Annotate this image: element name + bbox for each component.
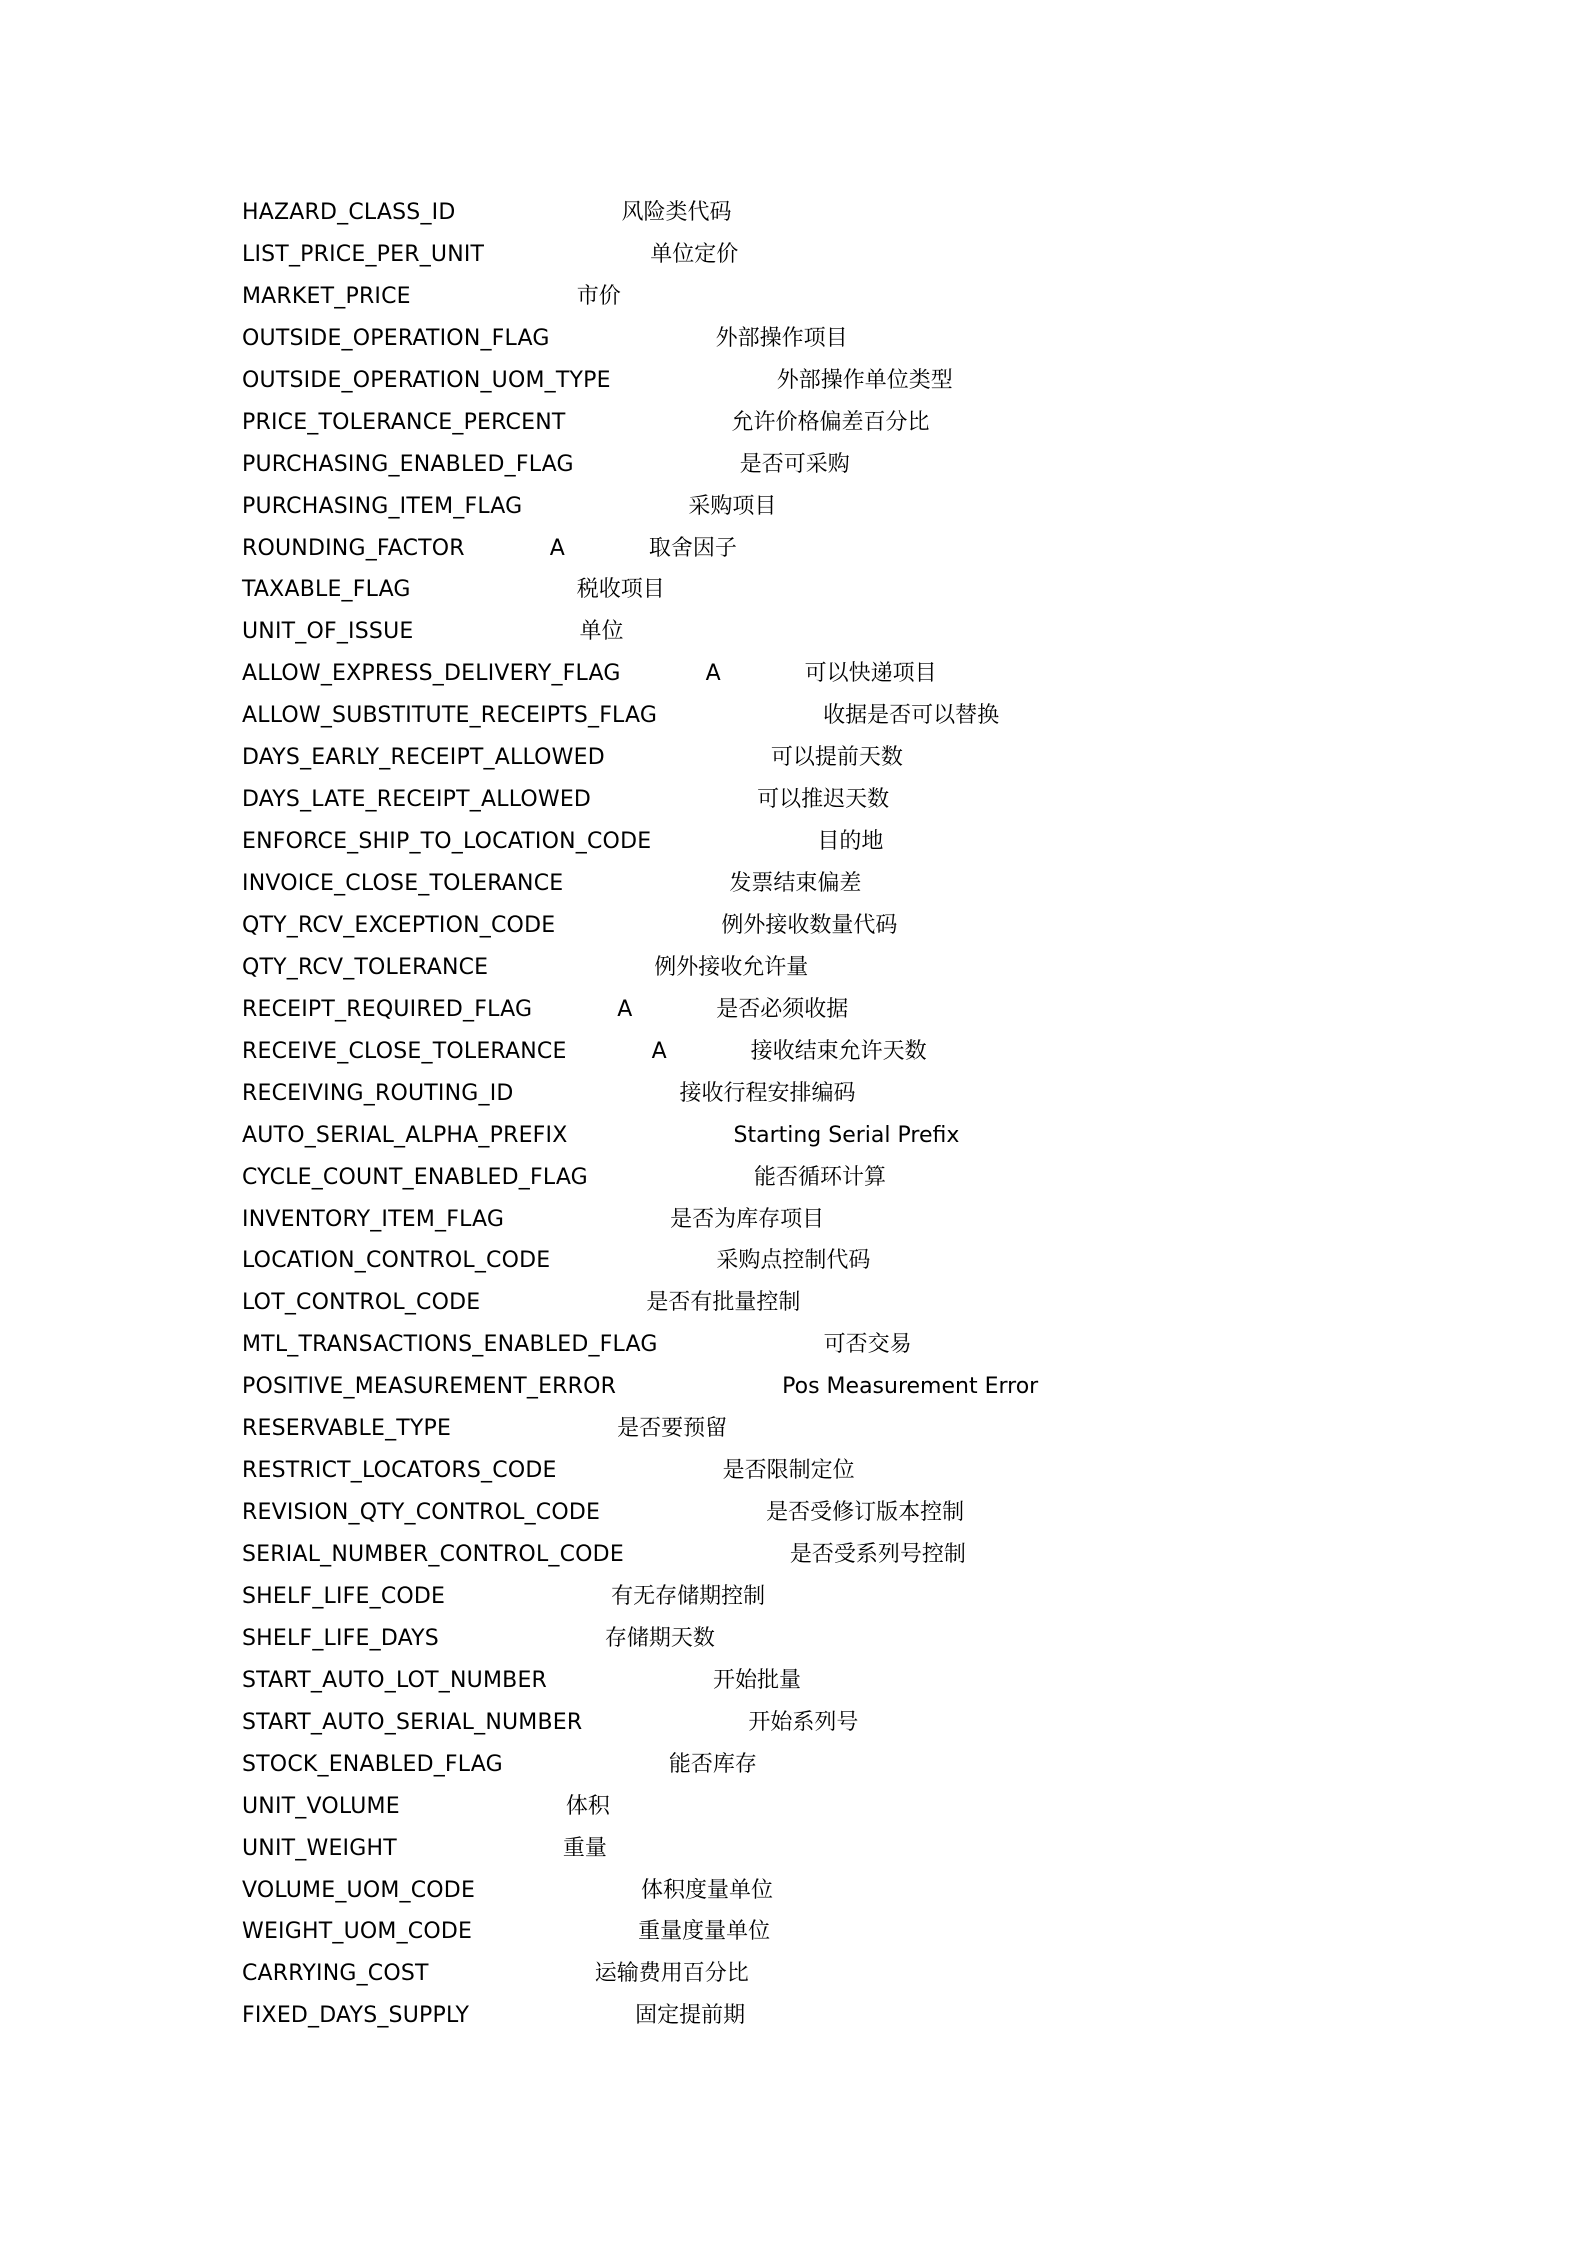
field-name: HAZARD_CLASS_ID (242, 200, 456, 225)
field-description: 采购项目 (688, 493, 777, 519)
field-description: 单位定价 (650, 241, 739, 267)
field-description: 接收行程安排编码 (679, 1080, 856, 1106)
field-description: 体积度量单位 (641, 1877, 774, 1903)
field-row (242, 989, 1038, 1031)
field-name: FIXED_DAYS_SUPPLY (242, 2003, 470, 2029)
field-row (242, 1702, 1038, 1744)
field-row (242, 611, 1038, 653)
field-row (242, 1744, 1038, 1786)
field-description: 取舍因子 (648, 535, 737, 561)
field-flag: A (549, 535, 565, 561)
field-description: 开始批量 (713, 1667, 802, 1693)
field-name: LOCATION_CONTROL_CODE (242, 1248, 551, 1274)
field-name: ROUNDING_FACTOR (242, 535, 465, 561)
field-row (242, 1492, 1038, 1534)
field-name: POSITIVE_MEASUREMENT_ERROR (242, 1374, 617, 1400)
field-row (242, 653, 1038, 695)
field-name: RECEIVE_CLOSE_TOLERANCE (242, 1038, 567, 1064)
field-flag: A (617, 996, 633, 1022)
field-description: 是否限制定位 (722, 1458, 855, 1484)
field-name: PURCHASING_ITEM_FLAG (242, 493, 523, 519)
field-name: QTY_RCV_EXCEPTION_CODE (242, 912, 556, 938)
field-description: 有无存储期控制 (611, 1583, 766, 1609)
field-row (242, 737, 1038, 779)
field-description: 可以推迟天数 (757, 787, 890, 813)
field-row (242, 863, 1038, 905)
field-description: 运输费用百分比 (594, 1961, 749, 1987)
field-description: 存储期天数 (604, 1625, 715, 1651)
field-description: 外部操作项目 (715, 325, 848, 351)
field-name: SERIAL_NUMBER_CONTROL_CODE (242, 1542, 624, 1567)
field-row (242, 1366, 1038, 1408)
field-description: 例外接收允许量 (654, 954, 809, 980)
field-description: 是否可采购 (739, 451, 850, 477)
field-row (242, 1282, 1038, 1324)
field-description: 能否库存 (668, 1751, 757, 1777)
field-name: VOLUME_UOM_CODE (242, 1877, 476, 1903)
field-name: PURCHASING_ENABLED_FLAG (242, 451, 574, 477)
field-row (242, 234, 1038, 276)
field-name: START_AUTO_LOT_NUMBER (242, 1667, 548, 1693)
field-row (242, 1995, 1038, 2037)
field-row (242, 192, 1038, 234)
field-row (242, 569, 1038, 611)
field-name: ALLOW_EXPRESS_DELIVERY_FLAG (242, 661, 621, 687)
field-name: OUTSIDE_OPERATION_UOM_TYPE (242, 367, 611, 393)
field-row (242, 1240, 1038, 1282)
field-description: 是否受系列号控制 (789, 1542, 966, 1567)
field-name: MTL_TRANSACTIONS_ENABLED_FLAG (242, 1332, 658, 1358)
field-name: RECEIVING_ROUTING_ID (242, 1080, 514, 1106)
field-name: MARKET_PRICE (242, 283, 411, 309)
field-row (242, 1073, 1038, 1115)
field-name: SHELF_LIFE_CODE (242, 1583, 446, 1609)
field-description: Pos Measurement Error (782, 1374, 1039, 1400)
field-list (242, 192, 1038, 2037)
field-description: 是否有批量控制 (646, 1290, 801, 1316)
field-row (242, 1953, 1038, 1995)
field-description: 允许价格偏差百分比 (731, 409, 930, 435)
field-row (242, 360, 1038, 402)
field-name: DAYS_EARLY_RECEIPT_ALLOWED (242, 745, 605, 771)
field-description: 是否要预留 (617, 1416, 728, 1442)
field-flag: A (705, 661, 721, 687)
field-row (242, 1199, 1038, 1241)
field-description: 是否必须收据 (716, 996, 849, 1022)
field-name: INVOICE_CLOSE_TOLERANCE (242, 871, 564, 896)
field-row (242, 695, 1038, 737)
field-name: RESERVABLE_TYPE (242, 1416, 452, 1442)
field-description: 是否受修订版本控制 (766, 1500, 965, 1526)
field-name: START_AUTO_SERIAL_NUMBER (242, 1709, 583, 1735)
field-name: SHELF_LIFE_DAYS (242, 1625, 439, 1651)
field-name: INVENTORY_ITEM_FLAG (242, 1206, 505, 1232)
field-name: UNIT_OF_ISSUE (242, 619, 414, 645)
field-description: 开始系列号 (748, 1709, 859, 1735)
field-description: Starting Serial Prefix (733, 1122, 960, 1148)
field-name: RECEIPT_REQUIRED_FLAG (242, 996, 533, 1022)
field-row (242, 905, 1038, 947)
field-row (242, 1576, 1038, 1618)
field-name: UNIT_VOLUME (242, 1793, 400, 1819)
field-row (242, 444, 1038, 486)
field-name: CARRYING_COST (242, 1961, 429, 1987)
field-description: 可否交易 (823, 1332, 912, 1358)
field-description: 采购点控制代码 (716, 1248, 871, 1274)
field-row (242, 779, 1038, 821)
field-description: 体积 (565, 1793, 610, 1819)
field-row (242, 1324, 1038, 1366)
field-description: 外部操作单位类型 (776, 367, 953, 393)
field-description: 风险类代码 (621, 200, 732, 225)
field-name: PRICE_TOLERANCE_PERCENT (242, 409, 566, 435)
field-row (242, 276, 1038, 318)
field-name: TAXABLE_FLAG (242, 577, 411, 603)
field-description: 是否为库存项目 (670, 1206, 825, 1232)
field-description: 接收结束允许天数 (750, 1038, 927, 1064)
field-description: 目的地 (817, 829, 884, 855)
field-description: 市价 (576, 283, 621, 309)
field-name: LIST_PRICE_PER_UNIT (242, 241, 485, 267)
field-row (242, 1870, 1038, 1912)
field-name: ENFORCE_SHIP_TO_LOCATION_CODE (242, 829, 652, 855)
field-name: STOCK_ENABLED_FLAG (242, 1751, 503, 1777)
field-description: 可以提前天数 (770, 745, 903, 771)
field-name: CYCLE_COUNT_ENABLED_FLAG (242, 1164, 588, 1190)
field-row (242, 1618, 1038, 1660)
field-name: QTY_RCV_TOLERANCE (242, 954, 489, 980)
field-row (242, 318, 1038, 360)
field-row (242, 1534, 1038, 1576)
field-name: RESTRICT_LOCATORS_CODE (242, 1458, 557, 1484)
field-row (242, 402, 1038, 444)
field-row (242, 1911, 1038, 1953)
field-row (242, 1031, 1038, 1073)
field-description: 固定提前期 (635, 2003, 746, 2029)
field-flag: A (651, 1038, 667, 1064)
field-row (242, 821, 1038, 863)
field-name: LOT_CONTROL_CODE (242, 1290, 481, 1316)
field-name: OUTSIDE_OPERATION_FLAG (242, 325, 550, 351)
field-description: 重量度量单位 (638, 1919, 771, 1945)
field-name: ALLOW_SUBSTITUTE_RECEIPTS_FLAG (242, 703, 658, 729)
field-row (242, 1828, 1038, 1870)
field-row (242, 1157, 1038, 1199)
field-row (242, 1408, 1038, 1450)
field-name: DAYS_LATE_RECEIPT_ALLOWED (242, 787, 592, 813)
field-row (242, 1786, 1038, 1828)
field-description: 税收项目 (576, 577, 665, 603)
field-description: 例外接收数量代码 (721, 912, 898, 938)
field-row (242, 486, 1038, 528)
field-description: 可以快递项目 (804, 661, 937, 687)
field-name: UNIT_WEIGHT (242, 1835, 397, 1861)
field-name: AUTO_SERIAL_ALPHA_PREFIX (242, 1122, 568, 1148)
field-description: 收据是否可以替换 (823, 703, 1000, 729)
field-description: 发票结束偏差 (729, 871, 862, 896)
field-row (242, 1115, 1038, 1157)
field-description: 能否循环计算 (753, 1164, 886, 1190)
field-row (242, 528, 1038, 570)
field-name: REVISION_QTY_CONTROL_CODE (242, 1500, 601, 1526)
field-row (242, 1660, 1038, 1702)
field-description: 重量 (562, 1835, 607, 1861)
field-row (242, 947, 1038, 989)
field-row (242, 1450, 1038, 1492)
field-description: 单位 (579, 619, 624, 645)
field-name: WEIGHT_UOM_CODE (242, 1919, 473, 1945)
